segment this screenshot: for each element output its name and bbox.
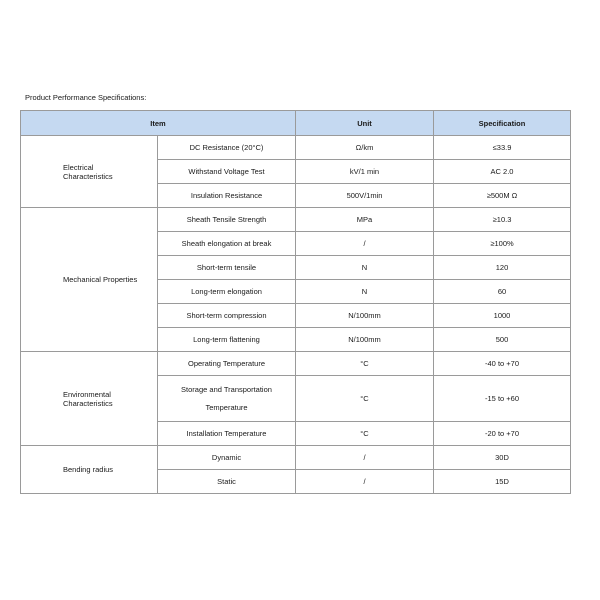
category-label: Characteristics [63, 398, 113, 408]
header-specification: Specification [434, 111, 571, 136]
header-unit: Unit [296, 111, 434, 136]
item-cell: Sheath elongation at break [158, 232, 296, 256]
unit-cell: / [296, 446, 434, 470]
category-label: Electrical [63, 162, 94, 172]
item-cell: Short-term compression [158, 304, 296, 328]
category-cell [21, 136, 158, 208]
spec-cell: AC 2.0 [434, 160, 571, 184]
category-label: Mechanical Properties [63, 275, 138, 284]
header-item: Item [21, 111, 296, 136]
table-header-row [21, 111, 571, 136]
category-label: Environmental [63, 389, 111, 399]
spec-cell: ≥100% [434, 232, 571, 256]
category-label: Characteristics [63, 171, 113, 181]
unit-cell: °C [296, 422, 434, 446]
category-cell [21, 446, 158, 494]
table-row [21, 208, 571, 232]
spec-table [20, 110, 571, 494]
spec-cell: -20 to +70 [434, 422, 571, 446]
table-row [21, 352, 571, 376]
document-title: Product Performance Specifications: [25, 93, 147, 102]
category-label: Bending radius [63, 465, 114, 474]
category-cell [21, 352, 158, 446]
item-cell: Long-term flattening [158, 328, 296, 352]
item-cell: Insulation Resistance [158, 184, 296, 208]
item-cell: Installation Temperature [158, 422, 296, 446]
spec-cell: 15D [434, 470, 571, 494]
item-cell: Sheath Tensile Strength [158, 208, 296, 232]
spec-cell: ≥10.3 [434, 208, 571, 232]
item-cell: Withstand Voltage Test [158, 160, 296, 184]
spec-cell: ≤33.9 [434, 136, 571, 160]
unit-cell: N/100mm [296, 304, 434, 328]
unit-cell: / [296, 470, 434, 494]
table-row [21, 136, 571, 160]
unit-cell: / [296, 232, 434, 256]
spec-cell: 120 [434, 256, 571, 280]
unit-cell: °C [296, 352, 434, 376]
unit-cell: kV/1 min [296, 160, 434, 184]
item-cell: Operating Temperature [158, 352, 296, 376]
item-line: Temperature [205, 403, 248, 412]
item-cell: Short-term tensile [158, 256, 296, 280]
spec-cell: 1000 [434, 304, 571, 328]
item-cell: Static [158, 470, 296, 494]
unit-cell: N [296, 256, 434, 280]
item-cell: Dynamic [158, 446, 296, 470]
spec-cell: 60 [434, 280, 571, 304]
spec-cell: -40 to +70 [434, 352, 571, 376]
spec-cell: 500 [434, 328, 571, 352]
spec-cell: 30D [434, 446, 571, 470]
unit-cell: 500V/1min [296, 184, 434, 208]
unit-cell: °C [296, 376, 434, 422]
category-cell [21, 208, 158, 352]
item-cell: Long-term elongation [158, 280, 296, 304]
spec-cell: -15 to +60 [434, 376, 571, 422]
unit-cell: MPa [296, 208, 434, 232]
unit-cell: N/100mm [296, 328, 434, 352]
unit-cell: Ω/km [296, 136, 434, 160]
table-row [21, 446, 571, 470]
spec-cell: ≥500M Ω [434, 184, 571, 208]
unit-cell: N [296, 280, 434, 304]
item-line: Storage and Transportation [181, 385, 272, 394]
item-cell [158, 376, 296, 422]
item-cell: DC Resistance (20°C) [158, 136, 296, 160]
